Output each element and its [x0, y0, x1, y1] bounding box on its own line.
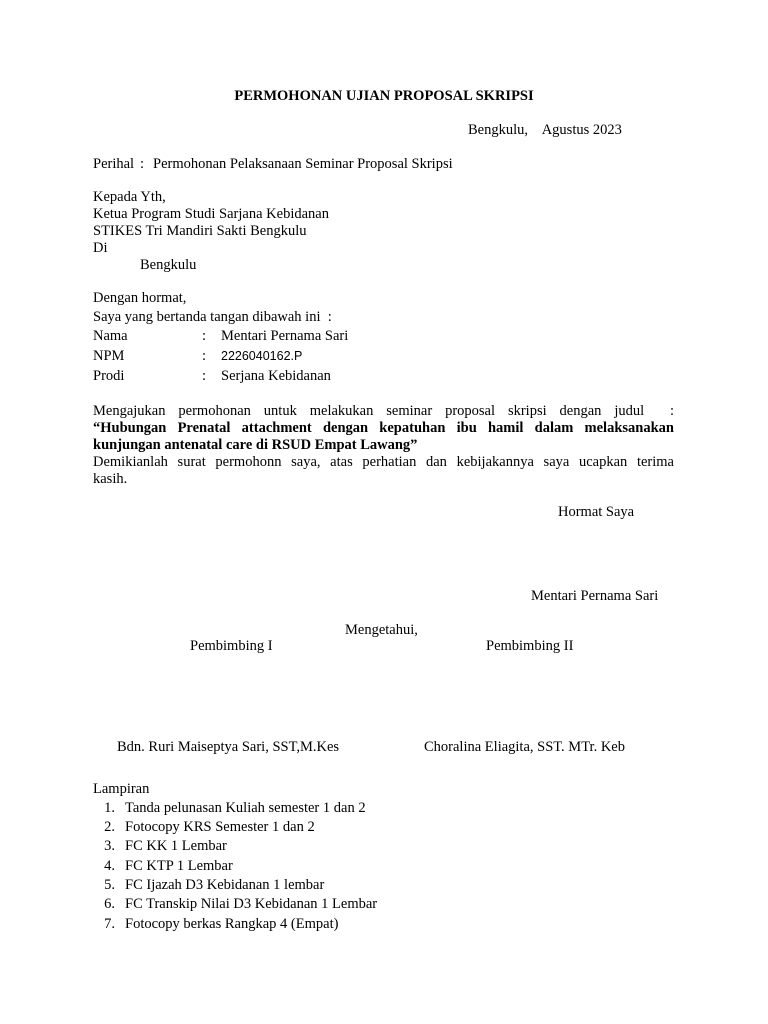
advisor2-role: Pembimbing II: [486, 638, 574, 654]
attachment-number: 1.: [104, 800, 115, 816]
attachments-label: Lampiran: [93, 781, 150, 797]
approval-label: Mengetahui,: [345, 622, 418, 638]
attachment-number: 2.: [104, 819, 115, 835]
place-date: Bengkulu, Agustus 2023: [468, 122, 622, 138]
signature-regards: Hormat Saya: [558, 504, 635, 520]
attachment-item: [93, 799, 366, 817]
request-line: Mengajukan permohonan untuk melakukan seminar proposal skripsi dengan judul :: [93, 403, 674, 419]
identity-value-npm: 2226040162.P: [221, 349, 303, 363]
identity-sep-prodi: :: [202, 368, 207, 384]
attachment-text: Tanda pelunasan Kuliah semester 1 dan 2: [125, 800, 366, 816]
attachment-number: 4.: [104, 858, 115, 874]
attachment-text: Fotocopy KRS Semester 1 dan 2: [125, 819, 315, 835]
advisor1-name: Bdn. Ruri Maiseptya Sari, SST,M.Kes: [117, 739, 340, 755]
recipient-line4: Di: [93, 240, 108, 256]
attachment-text: FC Transkip Nilai D3 Kebidanan 1 Lembar: [125, 896, 378, 912]
intro-line: Saya yang bertanda tangan dibawah ini :: [93, 309, 332, 325]
advisor2-name: Choralina Eliagita, SST. MTr. Keb: [424, 739, 625, 755]
advisor1-role: Pembimbing I: [190, 638, 273, 654]
attachment-item: [93, 895, 377, 913]
attachment-text: FC KK 1 Lembar: [125, 838, 227, 854]
attachment-item: [93, 876, 324, 894]
closing-line1: Demikianlah surat permohonn saya, atas perhatian dan kebijakannya saya ucapkan terima: [93, 454, 674, 470]
attachment-text: FC KTP 1 Lembar: [125, 858, 233, 874]
recipient-line1: Kepada Yth,: [93, 189, 166, 205]
identity-label-npm: NPM: [93, 348, 125, 364]
greeting: Dengan hormat,: [93, 290, 187, 306]
recipient-line2: Ketua Program Studi Sarjana Kebidanan: [93, 206, 329, 222]
perihal-value: Permohonan Pelaksanaan Seminar Proposal Skripsi: [153, 156, 453, 172]
attachment-item: [93, 857, 233, 875]
perihal-label: Perihal: [93, 156, 135, 172]
identity-label-prodi: Prodi: [93, 368, 125, 384]
identity-value-nama: Mentari Pernama Sari: [221, 328, 349, 344]
document-title: PERMOHONAN UJIAN PROPOSAL SKRIPSI: [234, 88, 534, 104]
identity-sep-nama: :: [202, 328, 207, 344]
attachment-text: FC Ijazah D3 Kebidanan 1 lembar: [125, 877, 325, 893]
signature-name: Mentari Pernama Sari: [531, 588, 659, 604]
body-paragraph: [93, 403, 674, 488]
attachment-number: 5.: [104, 877, 115, 893]
recipient-line3: STIKES Tri Mandiri Sakti Bengkulu: [93, 223, 307, 239]
attachment-number: 7.: [104, 916, 115, 932]
attachment-text: Fotocopy berkas Rangkap 4 (Empat): [125, 916, 339, 932]
attachment-number: 6.: [104, 896, 115, 912]
attachment-number: 3.: [104, 838, 115, 854]
closing-line2: kasih.: [93, 471, 128, 487]
identity-value-prodi: Serjana Kebidanan: [221, 368, 331, 384]
thesis-title-line1: “Hubungan Prenatal attachment dengan kepatuhan ibu hamil dalam melaksanakan: [93, 420, 674, 436]
identity-sep-npm: :: [202, 348, 207, 364]
attachment-item: [93, 837, 227, 855]
attachment-item: [93, 818, 315, 836]
perihal-separator: :: [140, 156, 145, 172]
identity-label-nama: Nama: [93, 328, 128, 344]
thesis-title-line2: kunjungan antenatal care di RSUD Empat Lawang”: [93, 437, 418, 453]
attachment-item: [93, 915, 338, 933]
recipient-city: Bengkulu: [140, 257, 197, 273]
